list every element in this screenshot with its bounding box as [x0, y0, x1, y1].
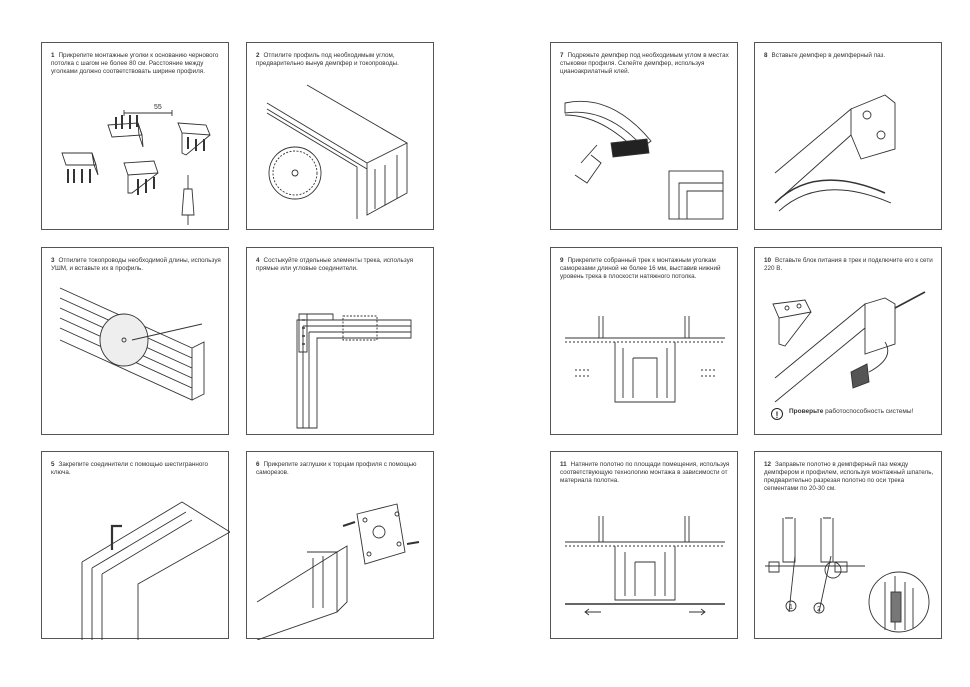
- warning-text: работоспособность системы!: [825, 408, 914, 415]
- end-caps-illustration: [247, 452, 435, 640]
- step-6-panel: [246, 451, 434, 639]
- dimension-label: 55: [154, 104, 162, 111]
- step-5-panel: [41, 451, 229, 639]
- step-1-panel: [41, 42, 229, 230]
- step-number: 11: [560, 461, 567, 468]
- step-10-panel: [754, 247, 942, 435]
- step-number: 8: [764, 52, 768, 59]
- step-text: Вставьте блок питания в трек и подключите его к сети 220 В.: [764, 257, 933, 273]
- mounting-brackets-illustration: [42, 43, 230, 231]
- step-number: 3: [51, 257, 55, 264]
- cutting-conductors-illustration: [42, 248, 230, 436]
- warning-icon: !: [771, 408, 783, 420]
- step-text: Прикрепите монтажные уголки к основанию чернового потолка с шагом не более 80 см. Расстояние между уголками должно соответствовать ширине профиля.: [51, 52, 219, 76]
- step-text: Подрежьте демпфер под необходимым углом в местах стыковки профиля. Склейте демпфер, используя цианоакрилатный клей.: [560, 52, 729, 76]
- step-text: Прикрепите заглушки к торцам профиля с помощью саморезов.: [256, 461, 417, 477]
- step-marker-2: 2: [817, 606, 821, 613]
- ceiling-stretch-illustration: [551, 452, 739, 640]
- step-text: Закрепите соединители с помощью шестигранного ключа.: [51, 461, 208, 477]
- step-number: 2: [256, 52, 260, 59]
- step-marker-1: 1: [789, 604, 793, 611]
- step-7-panel: [550, 42, 738, 230]
- step-2-panel: [246, 42, 434, 230]
- warning-bold-text: Проверьте: [789, 408, 824, 415]
- step-12-panel: [754, 451, 942, 639]
- step-text: Состыкуйте отдельные элементы трека, используя прямые или угловые соединители.: [256, 257, 414, 273]
- step-number: 6: [256, 461, 260, 468]
- step-number: 1: [51, 52, 55, 59]
- step-number: 10: [764, 257, 772, 264]
- step-text: Прикрепите собранный трек к монтажным уголкам саморезами длиной не более 16 мм, выставив нижний уровень трека в плоскости натяжного потолка.: [560, 257, 721, 281]
- step-8-panel: [754, 42, 942, 230]
- step-number: 5: [51, 461, 55, 468]
- step-text: Натяните полотно по площади помещения, используя соответствующую технологию монтажа в зависимости от материала полотна.: [560, 461, 730, 485]
- saw-cutting-profile-illustration: [247, 43, 435, 231]
- step-number: 4: [256, 257, 260, 264]
- step-3-panel: [41, 247, 229, 435]
- step-text: Отпилите профиль под необходимым углом, предварительно вынув демпфер и токопроводы.: [256, 52, 399, 68]
- hex-key-illustration: [42, 452, 230, 640]
- step-number: 9: [560, 257, 564, 264]
- step-text: Вставьте демпфер в демпферный паз.: [771, 52, 886, 59]
- step-number: 7: [560, 52, 564, 59]
- step-9-panel: [550, 247, 738, 435]
- damper-gluing-illustration: [551, 43, 739, 231]
- step-4-panel: [246, 247, 434, 435]
- connectors-illustration: [247, 248, 435, 436]
- step-11-panel: [550, 451, 738, 639]
- track-mounting-illustration: [551, 248, 739, 436]
- damper-insert-illustration: [755, 43, 943, 231]
- step-text: Отпилите токопроводы необходимой длины, используя УШМ, и вставьте их в профиль.: [51, 257, 221, 273]
- step-number: 12: [764, 461, 772, 468]
- spatula-tuck-illustration: [755, 452, 943, 640]
- step-text: Заправьте полотно в демпферный паз между демпфером и профилем, используя монтажный шпатель, предварительно разрезая полотно по оси трека сегментами по 20-30 см.: [764, 461, 934, 493]
